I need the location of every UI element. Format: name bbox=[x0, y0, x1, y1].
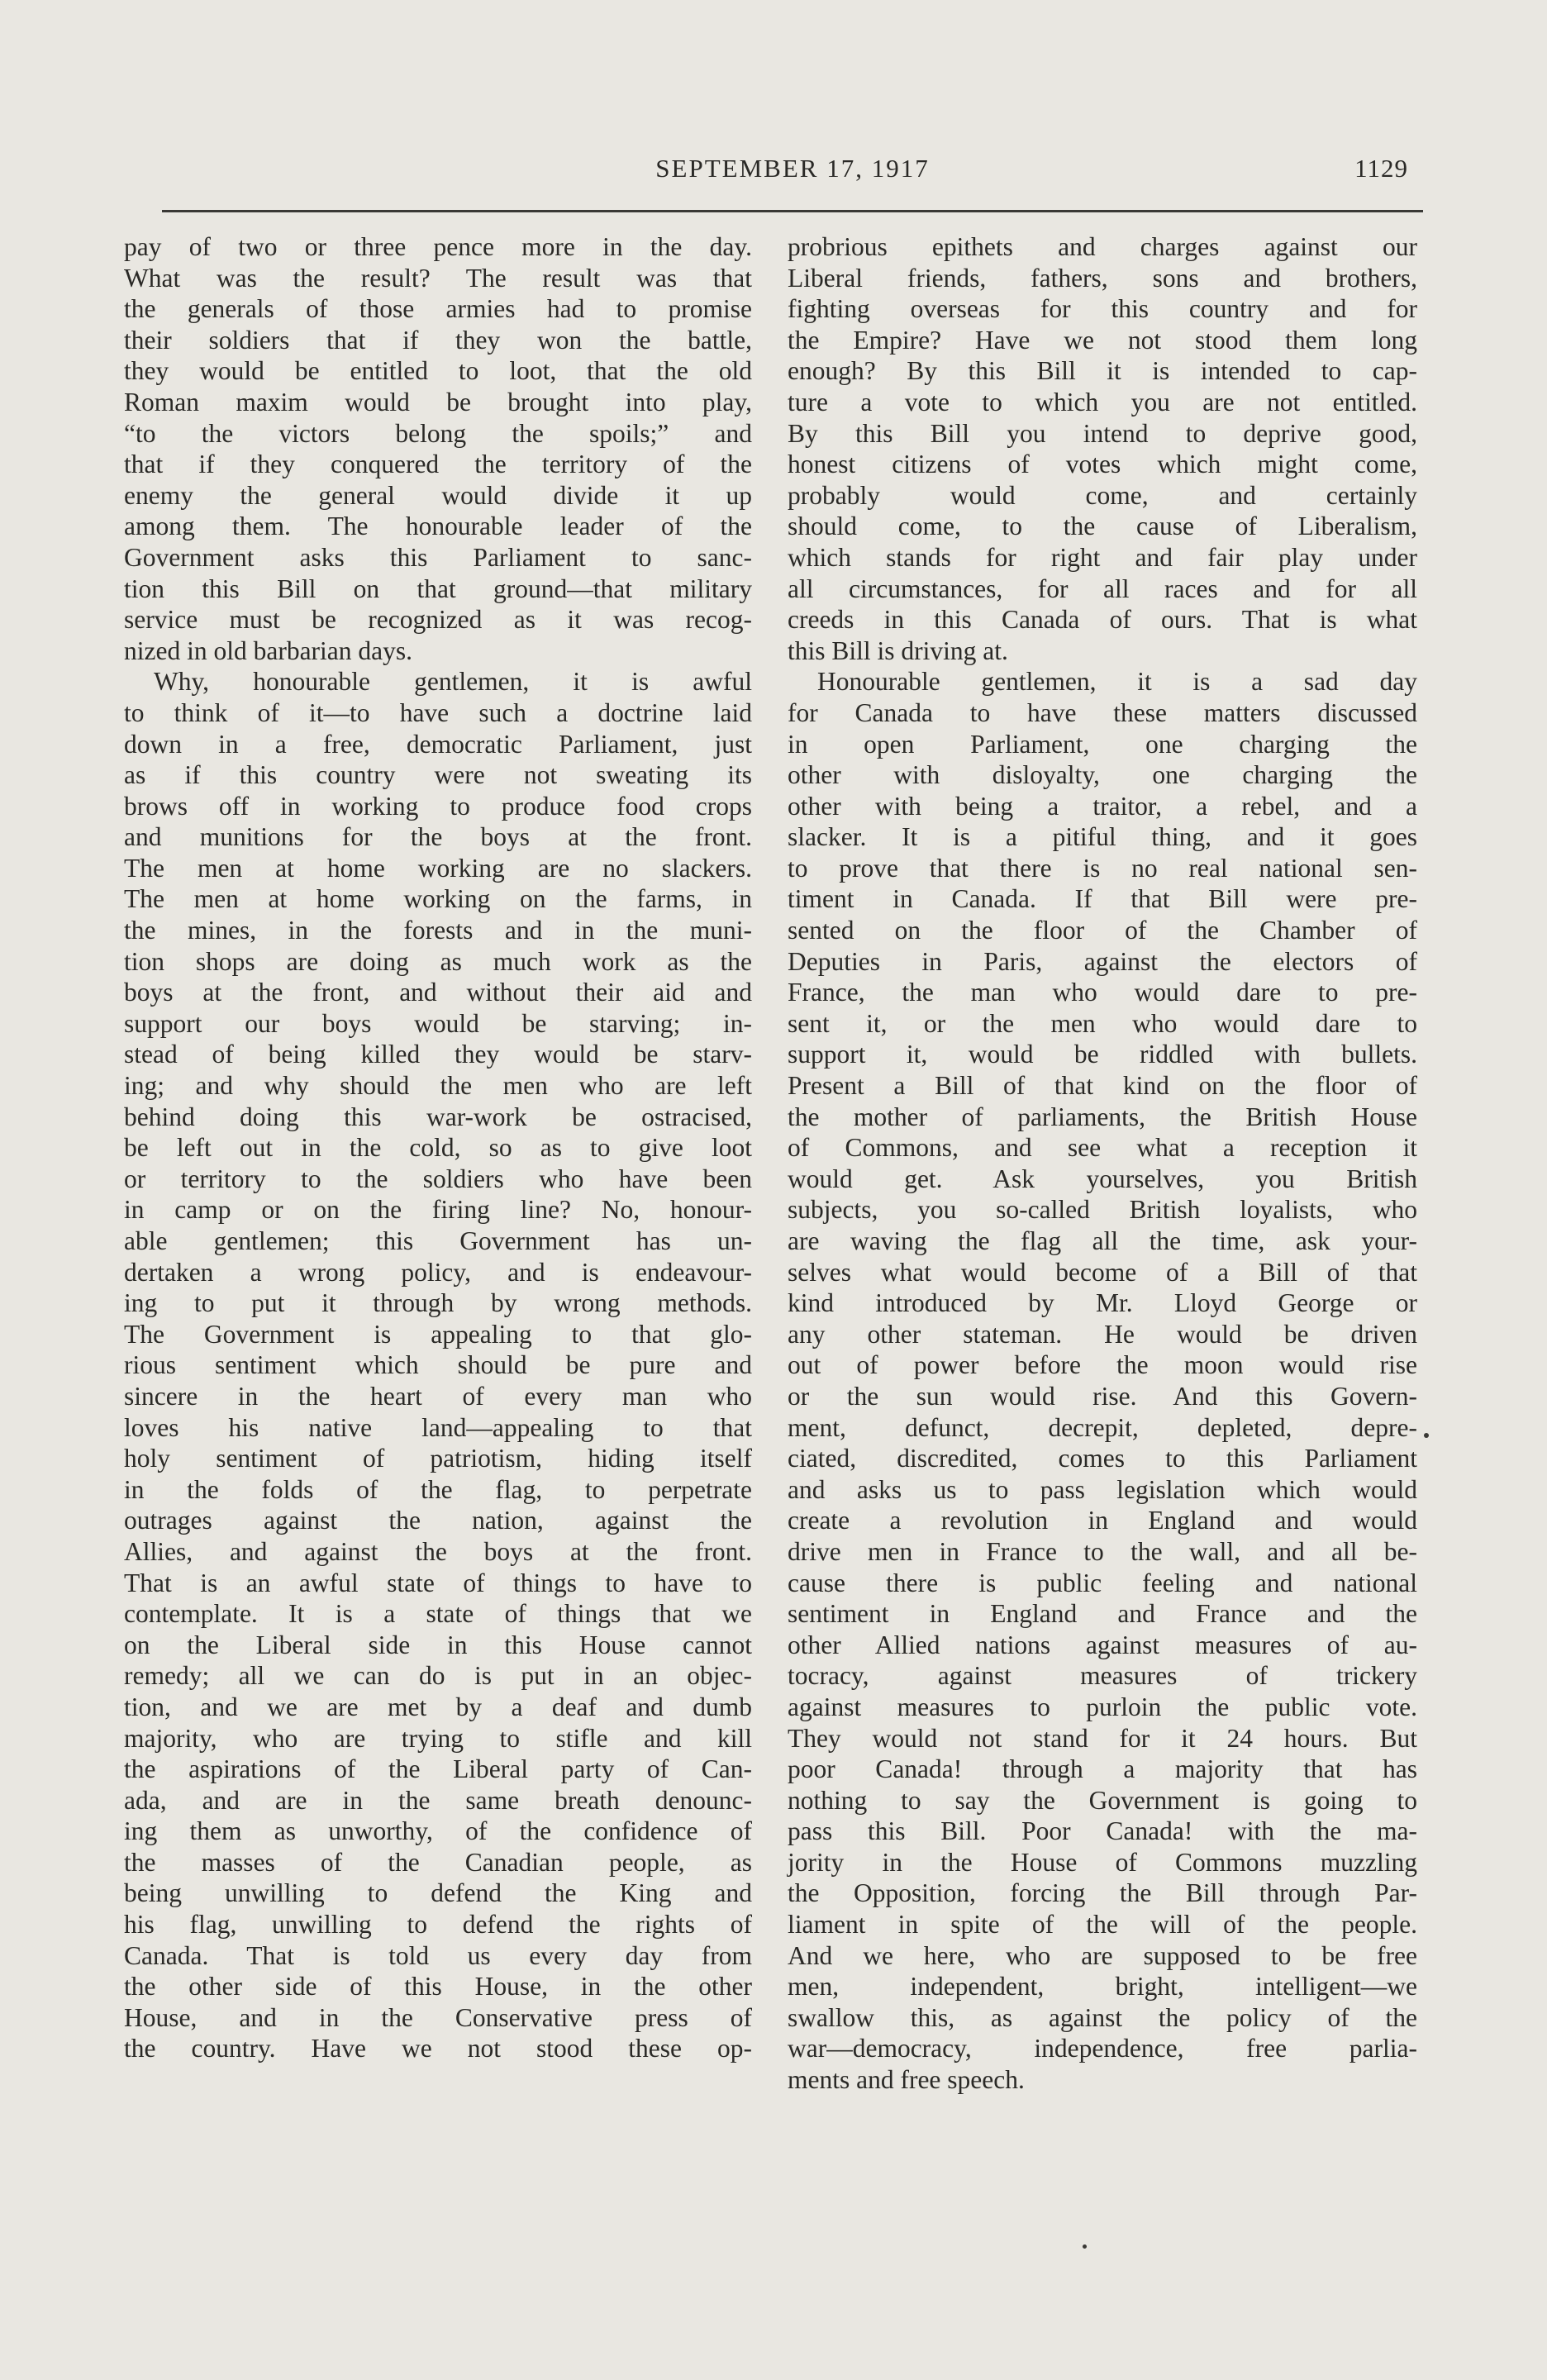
text-line: fighting overseas for this country and for bbox=[788, 294, 1417, 324]
text-line: ada, and are in the same breath denounc- bbox=[124, 1785, 752, 1815]
text-line: men, independent, bright, intelligent—we bbox=[788, 1972, 1417, 2002]
text-line: rious sentiment which should be pure and bbox=[124, 1350, 752, 1380]
text-line: slacker. It is a pitiful thing, and it goes bbox=[788, 822, 1417, 852]
text-line: support our boys would be starving; in- bbox=[124, 1008, 752, 1038]
text-line: boys at the front, and without their aid and bbox=[124, 978, 752, 1007]
text-line: ciated, discredited, comes to this Parliament bbox=[788, 1444, 1417, 1473]
text-line: Deputies in Paris, against the electors of bbox=[788, 946, 1417, 976]
text-line: to think of it—to have such a doctrine laid bbox=[124, 697, 752, 727]
text-line: tion this Bill on that ground—that military bbox=[124, 574, 752, 603]
text-line: probably would come, and certainly bbox=[788, 480, 1417, 510]
text-line: support it, would be riddled with bullets. bbox=[788, 1040, 1417, 1069]
text-line: loves his native land—appealing to that bbox=[124, 1412, 752, 1442]
text-line: the Opposition, forcing the Bill through Par- bbox=[788, 1878, 1417, 1908]
text-line: remedy; all we can do is put in an objec- bbox=[124, 1661, 752, 1691]
text-line: the generals of those armies had to promise bbox=[124, 294, 752, 324]
text-line: selves what would become of a Bill of that bbox=[788, 1257, 1417, 1287]
text-line: other Allied nations against measures of au- bbox=[788, 1630, 1417, 1659]
text-line: Allies, and against the boys at the front. bbox=[124, 1536, 752, 1566]
text-line: down in a free, democratic Parliament, just bbox=[124, 729, 752, 759]
text-line: the aspirations of the Liberal party of Can- bbox=[124, 1754, 752, 1784]
text-line: kind introduced by Mr. Lloyd George or bbox=[788, 1288, 1417, 1318]
text-line: for Canada to have these matters discussed bbox=[788, 697, 1417, 727]
text-line: in open Parliament, one charging the bbox=[788, 729, 1417, 759]
text-line: Why, honourable gentlemen, it is awful bbox=[154, 667, 752, 697]
text-line: and munitions for the boys at the front. bbox=[124, 822, 752, 852]
text-line: jority in the House of Commons muzzling bbox=[788, 1847, 1417, 1877]
text-line: in camp or on the firing line? No, honour- bbox=[124, 1195, 752, 1225]
text-line: Honourable gentlemen, it is a sad day bbox=[817, 667, 1417, 697]
text-line: The men at home working on the farms, in bbox=[124, 884, 752, 914]
text-line: able gentlemen; this Government has un- bbox=[124, 1226, 752, 1255]
text-line: probrious epithets and charges against our bbox=[788, 232, 1417, 261]
text-line: Present a Bill of that kind on the floor of bbox=[788, 1071, 1417, 1101]
left-column bbox=[124, 231, 752, 2064]
text-line: They would not stand for it 24 hours. But bbox=[788, 1723, 1417, 1753]
text-line: ment, defunct, decrepit, depleted, depre- bbox=[788, 1412, 1417, 1442]
text-line: brows off in working to produce food crops bbox=[124, 791, 752, 821]
text-line: his flag, unwilling to defend the rights of bbox=[124, 1910, 752, 1940]
text-line: they would be entitled to loot, that the old bbox=[124, 356, 752, 386]
text-line: poor Canada! through a majority that has bbox=[788, 1754, 1417, 1784]
text-line: sincere in the heart of every man who bbox=[124, 1381, 752, 1411]
text-line: tion, and we are met by a deaf and dumb bbox=[124, 1692, 752, 1721]
text-line: pay of two or three pence more in the day. bbox=[124, 232, 752, 261]
text-line: Roman maxim would be brought into play, bbox=[124, 387, 752, 416]
text-line: enemy the general would divide it up bbox=[124, 480, 752, 510]
text-line: this Bill is driving at. bbox=[788, 635, 1008, 665]
text-line: nothing to say the Government is going to bbox=[788, 1785, 1417, 1815]
text-line: other with being a traitor, a rebel, and a bbox=[788, 791, 1417, 821]
page-number: 1129 bbox=[1354, 154, 1408, 183]
text-line: What was the result? The result was that bbox=[124, 263, 752, 293]
right-column bbox=[788, 231, 1417, 2096]
text-line: their soldiers that if they won the battle, bbox=[124, 325, 752, 355]
text-line: any other stateman. He would be driven bbox=[788, 1319, 1417, 1349]
text-line: And we here, who are supposed to be free bbox=[788, 1940, 1417, 1970]
text-line: majority, who are trying to stifle and kill bbox=[124, 1723, 752, 1753]
text-line: dertaken a wrong policy, and is endeavour- bbox=[124, 1257, 752, 1287]
text-line: contemplate. It is a state of things that we bbox=[124, 1599, 752, 1629]
text-line: are waving the flag all the time, ask your- bbox=[788, 1226, 1417, 1255]
text-line: as if this country were not sweating its bbox=[124, 760, 752, 790]
text-line: to prove that there is no real national sen- bbox=[788, 853, 1417, 883]
text-line: the country. Have we not stood these op- bbox=[124, 2034, 752, 2063]
text-line: “to the victors belong the spoils;” and bbox=[124, 418, 752, 448]
text-line: drive men in France to the wall, and all be- bbox=[788, 1536, 1417, 1566]
page-header bbox=[162, 154, 1423, 187]
text-line: The Government is appealing to that glo- bbox=[124, 1319, 752, 1349]
text-line: the mother of parliaments, the British House bbox=[788, 1102, 1417, 1131]
text-line: that if they conquered the territory of the bbox=[124, 450, 752, 479]
text-line: tocracy, against measures of trickery bbox=[788, 1661, 1417, 1691]
text-line: war—democracy, independence, free parlia- bbox=[788, 2034, 1417, 2063]
text-line: Canada. That is told us every day from bbox=[124, 1940, 752, 1970]
text-line: create a revolution in England and would bbox=[788, 1506, 1417, 1535]
text-line: all circumstances, for all races and for all bbox=[788, 574, 1417, 603]
text-line: and asks us to pass legislation which would bbox=[788, 1474, 1417, 1504]
header-rule bbox=[162, 210, 1423, 212]
text-line: ing them as unworthy, of the confidence of bbox=[124, 1816, 752, 1846]
text-line: being unwilling to defend the King and bbox=[124, 1878, 752, 1908]
text-line: subjects, you so-called British loyalists, who bbox=[788, 1195, 1417, 1225]
text-line: which stands for right and fair play under bbox=[788, 542, 1417, 572]
header-date: SEPTEMBER 17, 1917 bbox=[655, 154, 930, 183]
text-line: against measures to purloin the public vote. bbox=[788, 1692, 1417, 1721]
text-line: would get. Ask yourselves, you British bbox=[788, 1164, 1417, 1193]
text-line: The men at home working are no slackers. bbox=[124, 853, 752, 883]
text-line: out of power before the moon would rise bbox=[788, 1350, 1417, 1380]
text-line: enough? By this Bill it is intended to cap- bbox=[788, 356, 1417, 386]
text-line: sent it, or the men who would dare to bbox=[788, 1008, 1417, 1038]
ink-speck bbox=[1424, 1433, 1429, 1438]
text-line: Liberal friends, fathers, sons and brothers, bbox=[788, 263, 1417, 293]
text-line: the masses of the Canadian people, as bbox=[124, 1847, 752, 1877]
text-line: the other side of this House, in the other bbox=[124, 1972, 752, 2002]
text-line: honest citizens of votes which might come, bbox=[788, 450, 1417, 479]
text-line: sentiment in England and France and the bbox=[788, 1599, 1417, 1629]
ink-speck bbox=[1083, 2244, 1087, 2249]
text-line: That is an awful state of things to have to bbox=[124, 1568, 752, 1597]
text-line: ing; and why should the men who are left bbox=[124, 1071, 752, 1101]
text-line: France, the man who would dare to pre- bbox=[788, 978, 1417, 1007]
text-line: ments and free speech. bbox=[788, 2065, 1025, 2095]
text-line: the mines, in the forests and in the muni- bbox=[124, 916, 752, 945]
text-line: pass this Bill. Poor Canada! with the ma- bbox=[788, 1816, 1417, 1846]
text-line: Government asks this Parliament to sanc- bbox=[124, 542, 752, 572]
text-line: sented on the floor of the Chamber of bbox=[788, 916, 1417, 945]
text-line: creeds in this Canada of ours. That is what bbox=[788, 605, 1417, 635]
text-line: should come, to the cause of Liberalism, bbox=[788, 512, 1417, 541]
text-line: or the sun would rise. And this Govern- bbox=[788, 1381, 1417, 1411]
text-line: cause there is public feeling and national bbox=[788, 1568, 1417, 1597]
text-line: outrages against the nation, against the bbox=[124, 1506, 752, 1535]
text-line: be left out in the cold, so as to give loot bbox=[124, 1133, 752, 1163]
text-line: holy sentiment of patriotism, hiding itself bbox=[124, 1444, 752, 1473]
text-line: the Empire? Have we not stood them long bbox=[788, 325, 1417, 355]
text-line: ture a vote to which you are not entitled. bbox=[788, 387, 1417, 416]
text-line: of Commons, and see what a reception it bbox=[788, 1133, 1417, 1163]
text-line: or territory to the soldiers who have been bbox=[124, 1164, 752, 1193]
text-line: swallow this, as against the policy of the bbox=[788, 2002, 1417, 2032]
text-line: behind doing this war-work be ostracised, bbox=[124, 1102, 752, 1131]
text-line: ing to put it through by wrong methods. bbox=[124, 1288, 752, 1318]
text-line: on the Liberal side in this House cannot bbox=[124, 1630, 752, 1659]
text-line: service must be recognized as it was recog- bbox=[124, 605, 752, 635]
text-line: timent in Canada. If that Bill were pre- bbox=[788, 884, 1417, 914]
text-line: liament in spite of the will of the people. bbox=[788, 1910, 1417, 1940]
text-line: among them. The honourable leader of the bbox=[124, 512, 752, 541]
text-line: tion shops are doing as much work as the bbox=[124, 946, 752, 976]
text-line: in the folds of the flag, to perpetrate bbox=[124, 1474, 752, 1504]
text-line: other with disloyalty, one charging the bbox=[788, 760, 1417, 790]
text-line: nized in old barbarian days. bbox=[124, 635, 413, 665]
text-line: By this Bill you intend to deprive good, bbox=[788, 418, 1417, 448]
text-line: stead of being killed they would be starv- bbox=[124, 1040, 752, 1069]
text-line: House, and in the Conservative press of bbox=[124, 2002, 752, 2032]
